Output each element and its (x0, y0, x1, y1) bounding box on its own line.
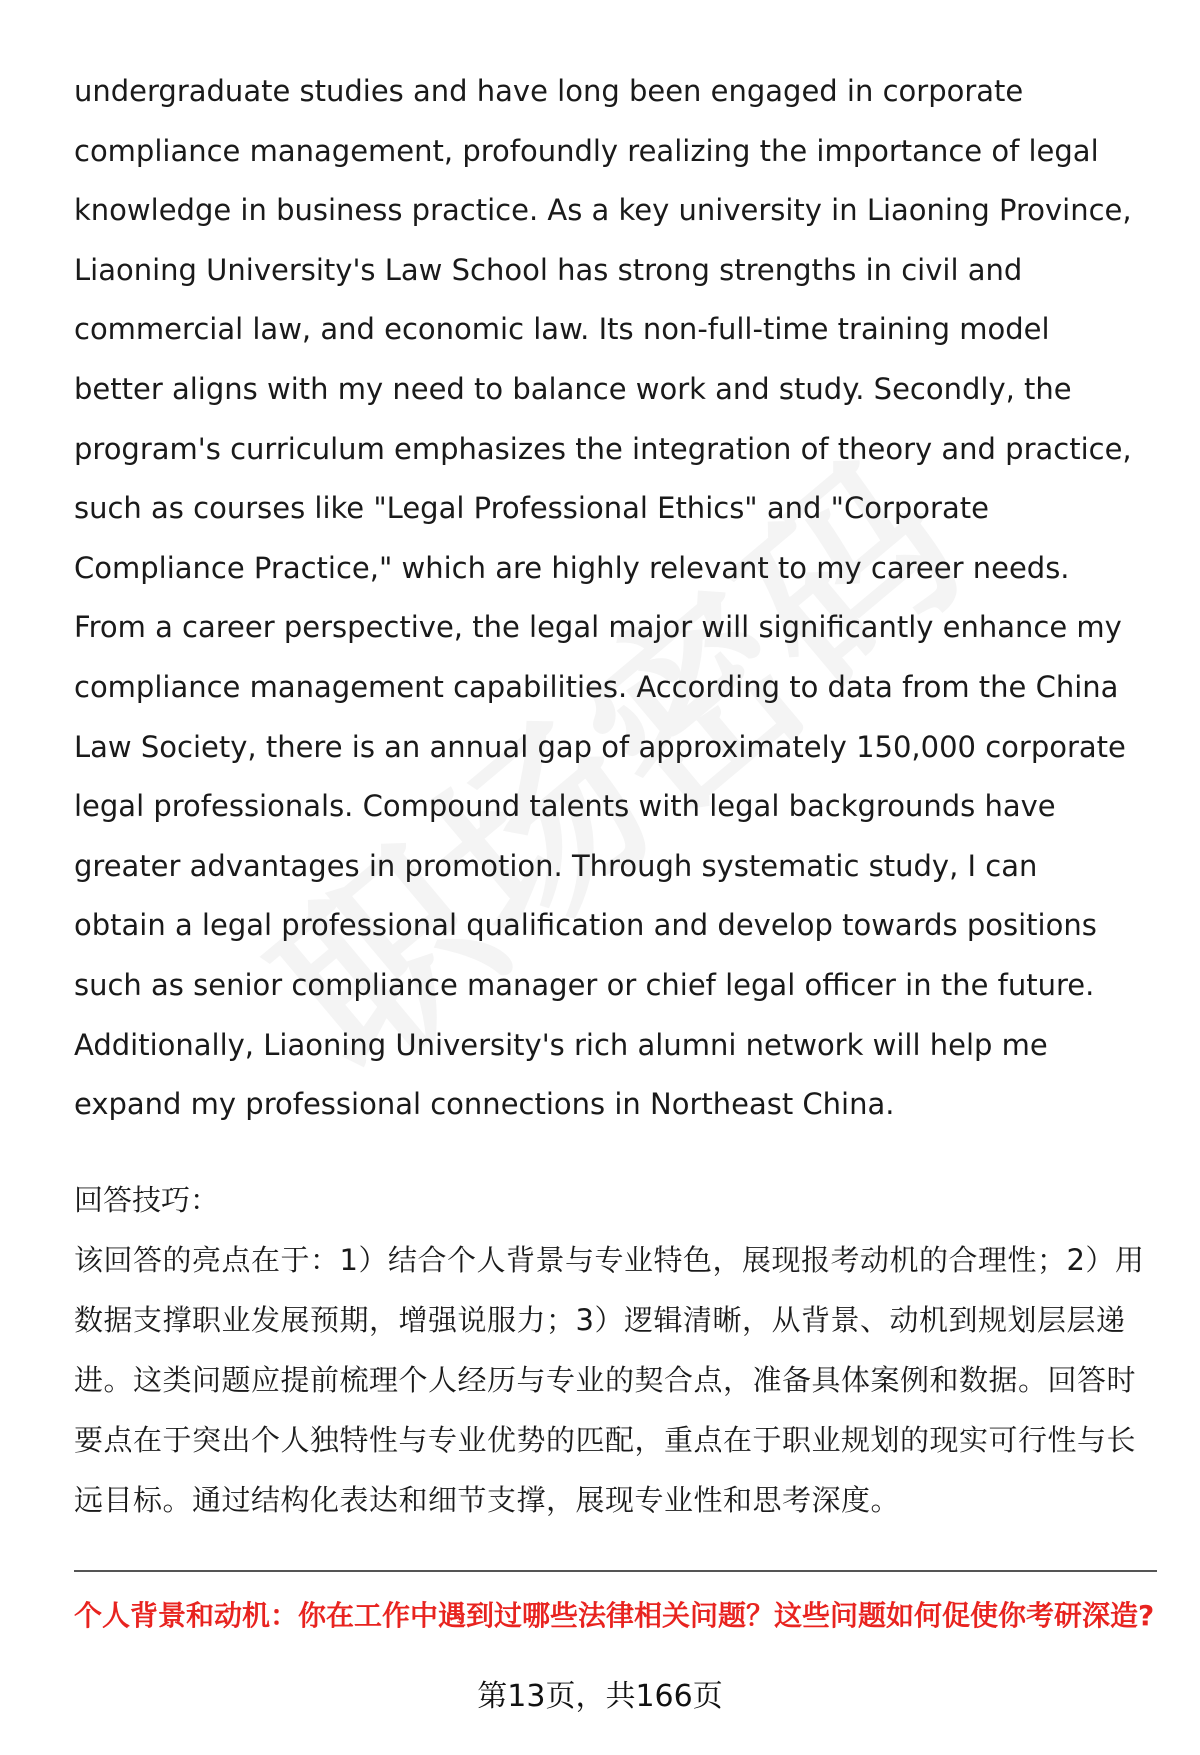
page-number: 第13页，共166页 (477, 1679, 723, 1714)
answer-paragraph: undergraduate studies and have long been engaged in corporate compliance management, profoundly realizing the importance of legal knowledge in business practice. As a key university in Liaoning Province, Liaoning University's Law School has strong strengths in civil and commercial law, and economic law. Its non-full-time training model better aligns with my need to balance work and study. Secondly, the program's curriculum emphasizes the integration of theory and practice, such as courses like "Legal Professional Ethics" and "Corporate Compliance Practice," which are highly relevant to my career needs. From a career perspective, the legal major will significantly enhance my compliance management capabilities. According to data from the China Law Society, there is an annual gap of approximately 150,000 corporate legal professionals. Compound talents with legal backgrounds have greater advantages in promotion. Through systematic study, I can obtain a legal professional qualification and develop towards positions such as senior compliance manager or chief legal officer in the future. Additionally, Liaoning University's rich alumni network will help me expand my professional connections in Northeast China. (74, 74, 1132, 1122)
section-divider (74, 1570, 1157, 1572)
tips-section (74, 1170, 1164, 1530)
answer-section (74, 62, 1154, 1135)
tips-paragraph: 该回答的亮点在于：1）结合个人背景与专业特色，展现报考动机的合理性；2）用数据支撑职业发展预期，增强说服力；3）逻辑清晰，从背景、动机到规划层层递进。这类问题应提前梳理个人经历与专业的契合点，准备具体案例和数据。回答时要点在于突出个人独特性与专业优势的匹配，重点在于职业规划的现实可行性与长远目标。通过结构化表达和细节支撑，展现专业性和思考深度。 (74, 1243, 1145, 1517)
tips-label: 回答技巧： (74, 1183, 220, 1217)
next-question-heading: 个人背景和动机：你在工作中遇到过哪些法律相关问题？这些问题如何促使你考研深造? (74, 1599, 1155, 1632)
